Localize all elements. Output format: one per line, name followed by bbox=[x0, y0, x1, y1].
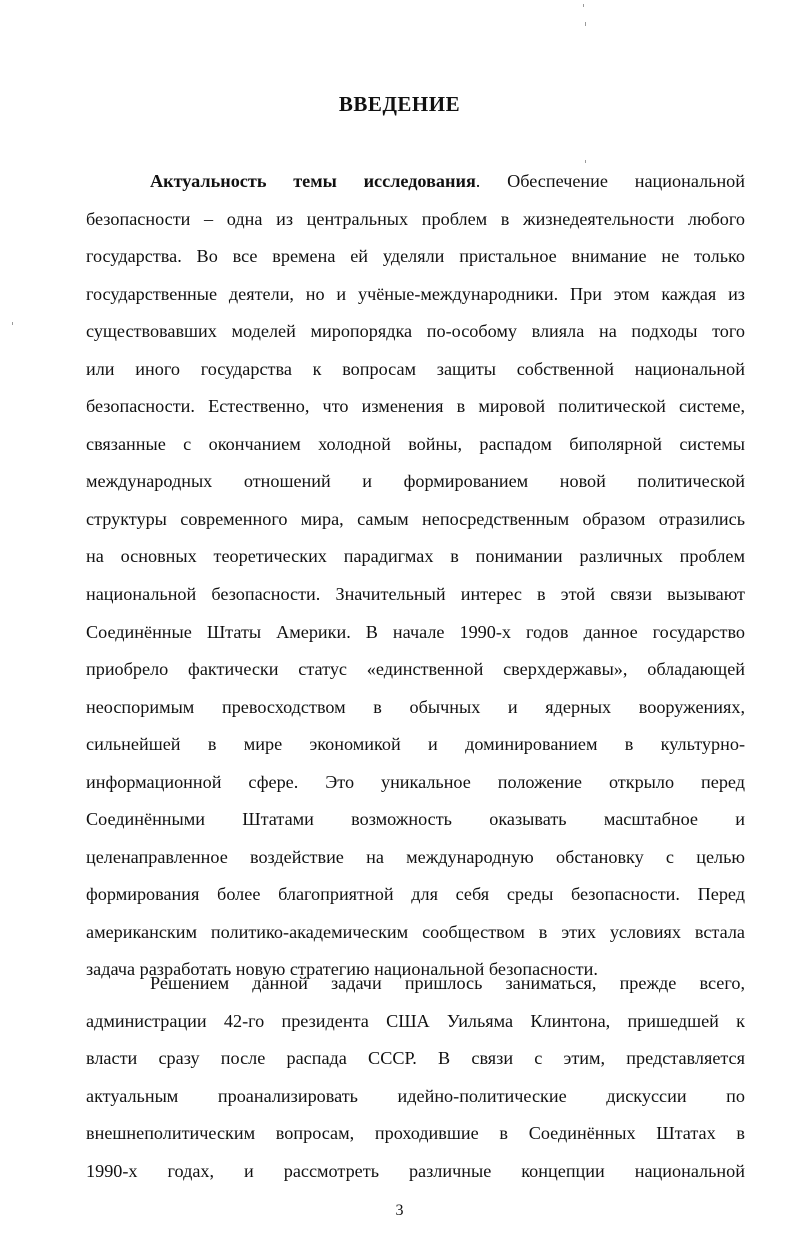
text-line: американским политико-академическим сообществом в этих условиях встала bbox=[86, 921, 745, 942]
text-line: администрации 42-го президента США Уильяма Клинтона, пришедшей к bbox=[86, 1010, 745, 1031]
text-line: неоспоримым превосходством в обычных и ядерных вооружениях, bbox=[86, 696, 745, 717]
text-line: сильнейшей в мире экономикой и доминированием в культурно- bbox=[86, 734, 745, 755]
scan-speck bbox=[12, 322, 13, 325]
text-line: 1990-х годах, и рассмотреть различные концепции национальной bbox=[86, 1160, 745, 1181]
text-line: международных отношений и формированием новой политической bbox=[86, 471, 745, 492]
scan-speck bbox=[583, 4, 584, 7]
text-line: государства. Во все времена ей уделяли пристальное внимание не только bbox=[86, 246, 745, 267]
text-line: Решением данной задачи пришлось заниматься, прежде всего, bbox=[150, 973, 745, 993]
text-line: информационной сфере. Это уникальное положение открыло перед bbox=[86, 771, 745, 792]
text-line: задача разработать новую стратегию национальной безопасности. bbox=[86, 959, 598, 980]
text-line: государственные деятели, но и учёные-международники. При этом каждая из bbox=[86, 283, 745, 304]
text-line bbox=[86, 163, 745, 201]
paragraph-task bbox=[86, 965, 745, 1190]
text-line: существовавших моделей миропорядка по-особому влияла на подходы того bbox=[86, 321, 745, 342]
page-number: 3 bbox=[395, 1202, 404, 1219]
text-line: связанные с окончанием холодной войны, распадом биполярной системы bbox=[86, 433, 745, 454]
scan-speck bbox=[585, 22, 586, 26]
text-line: внешнеполитическим вопросам, проходившие в Соединённых Штатах в bbox=[86, 1123, 745, 1144]
section-lead: Актуальность темы исследования bbox=[150, 171, 476, 191]
text-line: на основных теоретических парадигмах в понимании различных проблем bbox=[86, 546, 745, 567]
text-line: или иного государства к вопросам защиты собственной национальной bbox=[86, 358, 745, 379]
text-line-rest: . Обеспечение национальной bbox=[475, 171, 746, 191]
text-line: Соединённые Штаты Америки. В начале 1990-х годов данное государство bbox=[86, 621, 745, 642]
text-line: структуры современного мира, самым непосредственным образом отразились bbox=[86, 508, 745, 529]
paragraph-relevance bbox=[86, 163, 745, 989]
text-line: формирования более благоприятной для себя среды безопасности. Перед bbox=[86, 884, 745, 905]
text-line: Соединёнными Штатами возможность оказывать масштабное и bbox=[86, 809, 745, 830]
text-line: приобрело фактически статус «единственной сверхдержавы», обладающей bbox=[86, 659, 745, 680]
text-line: власти сразу после распада СССР. В связи с этим, представляется bbox=[86, 1048, 745, 1069]
text-line: целенаправленное воздействие на международную обстановку с целью bbox=[86, 846, 745, 867]
text-line: безопасности. Естественно, что изменения в мировой политической системе, bbox=[86, 396, 745, 417]
text-line: безопасности – одна из центральных проблем в жизнедеятельности любого bbox=[86, 208, 745, 229]
page-title: ВВЕДЕНИЕ bbox=[338, 92, 461, 116]
text-line: актуальным проанализировать идейно-политические дискуссии по bbox=[86, 1085, 745, 1106]
text-line: национальной безопасности. Значительный интерес в этой связи вызывают bbox=[86, 584, 745, 605]
